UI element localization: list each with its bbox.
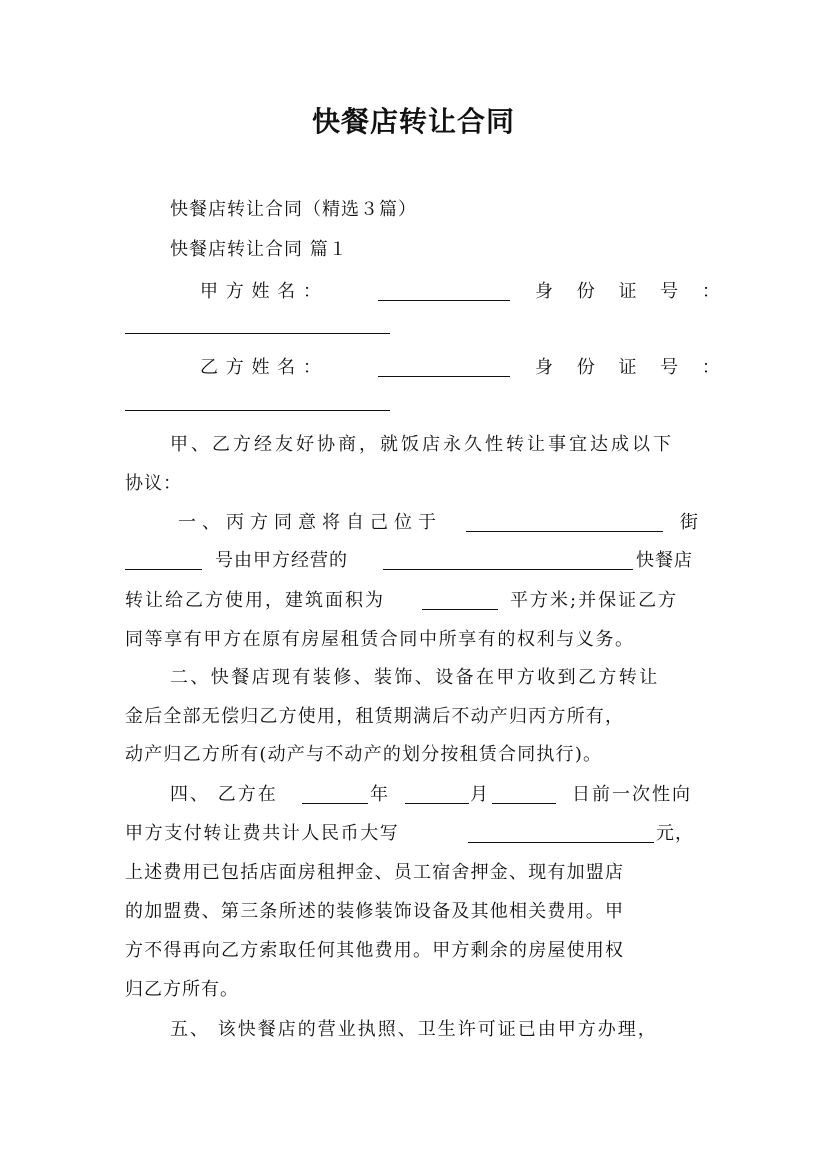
clause4-line-6: 归乙方所有。: [125, 979, 239, 1000]
clause4-month: 月: [470, 784, 489, 805]
party-b-id-label: 身 份 证 号 ：: [535, 357, 729, 378]
clause2-line-3: 动产归乙方所有(动产与不动产的划分按租赁合同执行)。: [125, 744, 603, 765]
party-a-id-label: 身 份 证 号 ：: [535, 281, 729, 302]
party-b-id-blank: [125, 410, 390, 411]
clause1-shop-blank: [383, 569, 633, 570]
clause1-line-2a: 号由甲方经营的: [215, 550, 348, 571]
clause4-line-2b: 元，: [656, 823, 694, 844]
party-b-label: 乙 方 姓 名 ：: [200, 357, 322, 378]
clause1-line-4: 同等享有甲方在原有房屋租赁合同中所享有的权利与义务。: [125, 629, 635, 650]
clause4-line-1b: 日前一次性向: [572, 784, 692, 805]
clause5-line-1: 五、 该快餐店的营业执照、卫生许可证已由甲方办理，: [170, 1019, 658, 1040]
party-b-name-blank: [378, 376, 510, 377]
clause1-line-1: 一、丙方同意将自己位于: [178, 512, 442, 533]
clause4-line-4: 的加盟费、第三条所述的装修装饰设备及其他相关费用。甲: [125, 901, 625, 922]
clause4-line-5: 方不得再向乙方索取任何其他费用。甲方剩余的房屋使用权: [125, 940, 625, 961]
party-a-name-blank: [378, 300, 510, 301]
clause1-street: 街: [680, 512, 699, 533]
clause2-line-1: 二、快餐店现有装修、装饰、设备在甲方收到乙方转让: [170, 667, 660, 688]
clause1-line-3b: 平方米;并保证乙方: [510, 590, 679, 611]
party-a-id-blank: [125, 333, 390, 334]
clause4-line-2a: 甲方支付转让费共计人民币大写: [125, 823, 400, 844]
clause1-line-3a: 转让给乙方使用，建筑面积为: [125, 590, 385, 611]
subtitle: 快餐店转让合同（精选３篇）: [170, 199, 417, 220]
clause4-month-blank: [405, 803, 469, 804]
clause4-line-1a: 四、 乙方在: [170, 784, 278, 805]
clause1-location-blank: [466, 531, 663, 532]
clause2-line-2: 金后全部无偿归乙方使用，租赁期满后不动产归丙方所有，: [125, 706, 625, 727]
clause1-area-blank: [422, 609, 498, 610]
intro-line-2: 协议：: [125, 473, 182, 494]
clause4-year-blank: [302, 803, 368, 804]
party-a-label: 甲 方 姓 名 ：: [200, 281, 322, 302]
clause4-amount-blank: [468, 842, 654, 843]
clause4-day-blank: [492, 803, 556, 804]
clause1-number-blank: [125, 569, 202, 570]
clause4-line-3: 上述费用已包括店面房租押金、员工宿舍押金、现有加盟店: [125, 862, 625, 883]
intro-line-1: 甲、乙方经友好协商，就饭店永久性转让事宜达成以下: [170, 434, 674, 455]
document-title: 快餐店转让合同: [311, 105, 515, 138]
clause4-year: 年: [370, 784, 389, 805]
section-heading: 快餐店转让合同 篇１: [170, 239, 348, 260]
clause1-line-2b: 快餐店: [636, 550, 693, 571]
